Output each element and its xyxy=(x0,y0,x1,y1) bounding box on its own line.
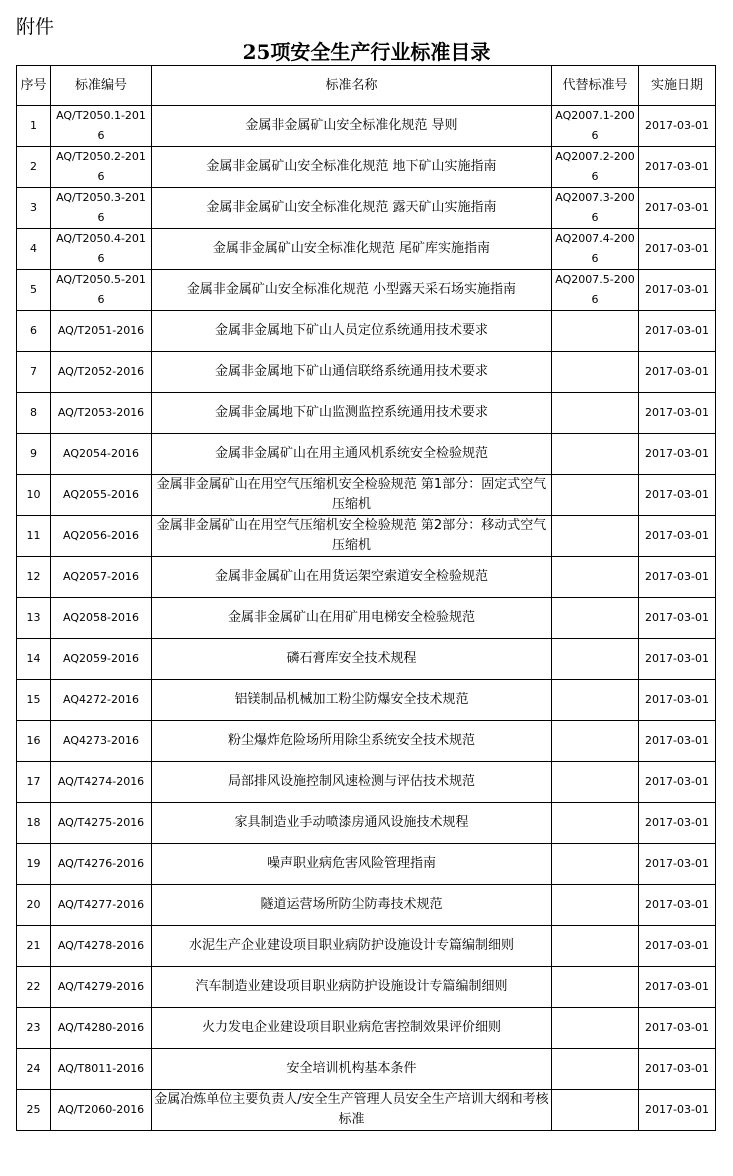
cell-no: 25 xyxy=(17,1090,51,1131)
table-row xyxy=(17,967,716,1008)
cell-no: 12 xyxy=(17,557,51,598)
cell-replaces xyxy=(552,557,639,598)
cell-no: 7 xyxy=(17,352,51,393)
cell-date: 2017-03-01 xyxy=(639,229,716,270)
table-row xyxy=(17,1008,716,1049)
cell-date: 2017-03-01 xyxy=(639,106,716,147)
cell-name: 金属非金属矿山安全标准化规范 导则 xyxy=(152,106,552,147)
table-row xyxy=(17,434,716,475)
table-row xyxy=(17,639,716,680)
cell-no: 5 xyxy=(17,270,51,311)
cell-no: 1 xyxy=(17,106,51,147)
cell-date: 2017-03-01 xyxy=(639,516,716,557)
cell-date: 2017-03-01 xyxy=(639,475,716,516)
cell-date: 2017-03-01 xyxy=(639,844,716,885)
table-row xyxy=(17,352,716,393)
cell-code: AQ2058-2016 xyxy=(51,598,152,639)
cell-name: 金属非金属矿山在用货运架空索道安全检验规范 xyxy=(152,557,552,598)
cell-code: AQ/T4279-2016 xyxy=(51,967,152,1008)
cell-name: 火力发电企业建设项目职业病危害控制效果评价细则 xyxy=(152,1008,552,1049)
cell-name: 局部排风设施控制风速检测与评估技术规范 xyxy=(152,762,552,803)
page-title: 25项安全生产行业标准目录 xyxy=(242,40,491,64)
cell-code: AQ2057-2016 xyxy=(51,557,152,598)
cell-code: AQ/T2050.3-2016 xyxy=(51,188,152,229)
cell-code: AQ/T2053-2016 xyxy=(51,393,152,434)
table-row xyxy=(17,885,716,926)
table-row xyxy=(17,844,716,885)
cell-code: AQ2056-2016 xyxy=(51,516,152,557)
cell-date: 2017-03-01 xyxy=(639,1008,716,1049)
attachment-label: 附件 xyxy=(16,16,55,38)
cell-name: 铝镁制品机械加工粉尘防爆安全技术规范 xyxy=(152,680,552,721)
cell-date: 2017-03-01 xyxy=(639,885,716,926)
table-row xyxy=(17,475,716,516)
cell-no: 23 xyxy=(17,1008,51,1049)
cell-replaces xyxy=(552,680,639,721)
cell-replaces xyxy=(552,885,639,926)
cell-name: 金属非金属矿山安全标准化规范 尾矿库实施指南 xyxy=(152,229,552,270)
cell-code: AQ/T4278-2016 xyxy=(51,926,152,967)
cell-replaces xyxy=(552,1090,639,1131)
cell-no: 16 xyxy=(17,721,51,762)
cell-date: 2017-03-01 xyxy=(639,270,716,311)
cell-replaces: AQ2007.3-2006 xyxy=(552,188,639,229)
table-row xyxy=(17,147,716,188)
cell-name: 金属非金属矿山在用空气压缩机安全检验规范 第1部分：固定式空气压缩机 xyxy=(152,475,552,516)
table-row xyxy=(17,516,716,557)
cell-date: 2017-03-01 xyxy=(639,762,716,803)
cell-code: AQ/T4280-2016 xyxy=(51,1008,152,1049)
cell-name: 水泥生产企业建设项目职业病防护设施设计专篇编制细则 xyxy=(152,926,552,967)
col-header-code: 标准编号 xyxy=(51,66,152,106)
cell-date: 2017-03-01 xyxy=(639,680,716,721)
cell-date: 2017-03-01 xyxy=(639,393,716,434)
cell-code: AQ/T2051-2016 xyxy=(51,311,152,352)
cell-date: 2017-03-01 xyxy=(639,1090,716,1131)
cell-name: 金属非金属地下矿山监测监控系统通用技术要求 xyxy=(152,393,552,434)
cell-replaces xyxy=(552,516,639,557)
col-header-name: 标准名称 xyxy=(152,66,552,106)
cell-no: 6 xyxy=(17,311,51,352)
cell-no: 14 xyxy=(17,639,51,680)
table-row xyxy=(17,762,716,803)
cell-no: 22 xyxy=(17,967,51,1008)
cell-name: 粉尘爆炸危险场所用除尘系统安全技术规范 xyxy=(152,721,552,762)
cell-replaces xyxy=(552,926,639,967)
cell-name: 安全培训机构基本条件 xyxy=(152,1049,552,1090)
cell-replaces xyxy=(552,1008,639,1049)
cell-no: 20 xyxy=(17,885,51,926)
cell-replaces xyxy=(552,1049,639,1090)
col-header-replaces: 代替标准号 xyxy=(552,66,639,106)
cell-name: 金属非金属矿山在用空气压缩机安全检验规范 第2部分：移动式空气压缩机 xyxy=(152,516,552,557)
cell-code: AQ/T4274-2016 xyxy=(51,762,152,803)
cell-code: AQ/T2050.1-2016 xyxy=(51,106,152,147)
cell-code: AQ/T8011-2016 xyxy=(51,1049,152,1090)
cell-no: 17 xyxy=(17,762,51,803)
cell-code: AQ2055-2016 xyxy=(51,475,152,516)
table-header-row xyxy=(17,66,716,106)
cell-name: 噪声职业病危害风险管理指南 xyxy=(152,844,552,885)
cell-date: 2017-03-01 xyxy=(639,639,716,680)
cell-date: 2017-03-01 xyxy=(639,598,716,639)
cell-name: 金属非金属矿山安全标准化规范 露天矿山实施指南 xyxy=(152,188,552,229)
cell-date: 2017-03-01 xyxy=(639,147,716,188)
cell-replaces xyxy=(552,475,639,516)
cell-date: 2017-03-01 xyxy=(639,926,716,967)
col-header-date: 实施日期 xyxy=(639,66,716,106)
cell-replaces xyxy=(552,352,639,393)
cell-date: 2017-03-01 xyxy=(639,311,716,352)
table-row xyxy=(17,229,716,270)
table-row xyxy=(17,926,716,967)
cell-no: 13 xyxy=(17,598,51,639)
cell-replaces xyxy=(552,598,639,639)
cell-replaces xyxy=(552,762,639,803)
cell-replaces xyxy=(552,803,639,844)
cell-name: 金属非金属矿山在用主通风机系统安全检验规范 xyxy=(152,434,552,475)
cell-replaces xyxy=(552,434,639,475)
cell-no: 9 xyxy=(17,434,51,475)
cell-date: 2017-03-01 xyxy=(639,352,716,393)
table-row xyxy=(17,1049,716,1090)
cell-name: 金属非金属矿山安全标准化规范 地下矿山实施指南 xyxy=(152,147,552,188)
cell-code: AQ/T2050.2-2016 xyxy=(51,147,152,188)
cell-name: 金属非金属地下矿山人员定位系统通用技术要求 xyxy=(152,311,552,352)
cell-no: 15 xyxy=(17,680,51,721)
cell-replaces: AQ2007.5-2006 xyxy=(552,270,639,311)
cell-date: 2017-03-01 xyxy=(639,1049,716,1090)
cell-code: AQ2054-2016 xyxy=(51,434,152,475)
cell-name: 金属非金属矿山在用矿用电梯安全检验规范 xyxy=(152,598,552,639)
cell-replaces xyxy=(552,639,639,680)
cell-code: AQ4272-2016 xyxy=(51,680,152,721)
cell-code: AQ/T2052-2016 xyxy=(51,352,152,393)
cell-date: 2017-03-01 xyxy=(639,557,716,598)
cell-date: 2017-03-01 xyxy=(639,721,716,762)
table-row xyxy=(17,393,716,434)
cell-replaces: AQ2007.2-2006 xyxy=(552,147,639,188)
table-row xyxy=(17,598,716,639)
cell-no: 4 xyxy=(17,229,51,270)
cell-replaces xyxy=(552,721,639,762)
cell-date: 2017-03-01 xyxy=(639,434,716,475)
cell-name: 家具制造业手动喷漆房通风设施技术规程 xyxy=(152,803,552,844)
cell-no: 2 xyxy=(17,147,51,188)
cell-name: 金属非金属矿山安全标准化规范 小型露天采石场实施指南 xyxy=(152,270,552,311)
cell-replaces: AQ2007.4-2006 xyxy=(552,229,639,270)
table-row xyxy=(17,557,716,598)
table-row xyxy=(17,270,716,311)
cell-no: 18 xyxy=(17,803,51,844)
cell-no: 19 xyxy=(17,844,51,885)
cell-no: 24 xyxy=(17,1049,51,1090)
cell-code: AQ/T2050.4-2016 xyxy=(51,229,152,270)
cell-code: AQ/T4276-2016 xyxy=(51,844,152,885)
cell-no: 21 xyxy=(17,926,51,967)
cell-name: 隧道运营场所防尘防毒技术规范 xyxy=(152,885,552,926)
cell-replaces: AQ2007.1-2006 xyxy=(552,106,639,147)
cell-code: AQ/T4277-2016 xyxy=(51,885,152,926)
table-body xyxy=(17,106,716,1131)
cell-date: 2017-03-01 xyxy=(639,188,716,229)
cell-replaces xyxy=(552,311,639,352)
table-row xyxy=(17,311,716,352)
cell-name: 磷石膏库安全技术规程 xyxy=(152,639,552,680)
standards-table xyxy=(16,65,716,1131)
table-row xyxy=(17,680,716,721)
cell-name: 金属冶炼单位主要负责人/安全生产管理人员安全生产培训大纲和考核标准 xyxy=(152,1090,552,1131)
cell-name: 金属非金属地下矿山通信联络系统通用技术要求 xyxy=(152,352,552,393)
table-row xyxy=(17,106,716,147)
cell-code: AQ/T4275-2016 xyxy=(51,803,152,844)
cell-code: AQ2059-2016 xyxy=(51,639,152,680)
table-row xyxy=(17,1090,716,1131)
cell-replaces xyxy=(552,844,639,885)
cell-code: AQ4273-2016 xyxy=(51,721,152,762)
col-header-no: 序号 xyxy=(17,66,51,106)
cell-no: 8 xyxy=(17,393,51,434)
cell-date: 2017-03-01 xyxy=(639,967,716,1008)
cell-name: 汽车制造业建设项目职业病防护设施设计专篇编制细则 xyxy=(152,967,552,1008)
cell-date: 2017-03-01 xyxy=(639,803,716,844)
cell-no: 10 xyxy=(17,475,51,516)
cell-no: 11 xyxy=(17,516,51,557)
cell-replaces xyxy=(552,967,639,1008)
cell-code: AQ/T2050.5-2016 xyxy=(51,270,152,311)
table-row xyxy=(17,803,716,844)
cell-no: 3 xyxy=(17,188,51,229)
table-row xyxy=(17,721,716,762)
cell-code: AQ/T2060-2016 xyxy=(51,1090,152,1131)
cell-replaces xyxy=(552,393,639,434)
table-row xyxy=(17,188,716,229)
